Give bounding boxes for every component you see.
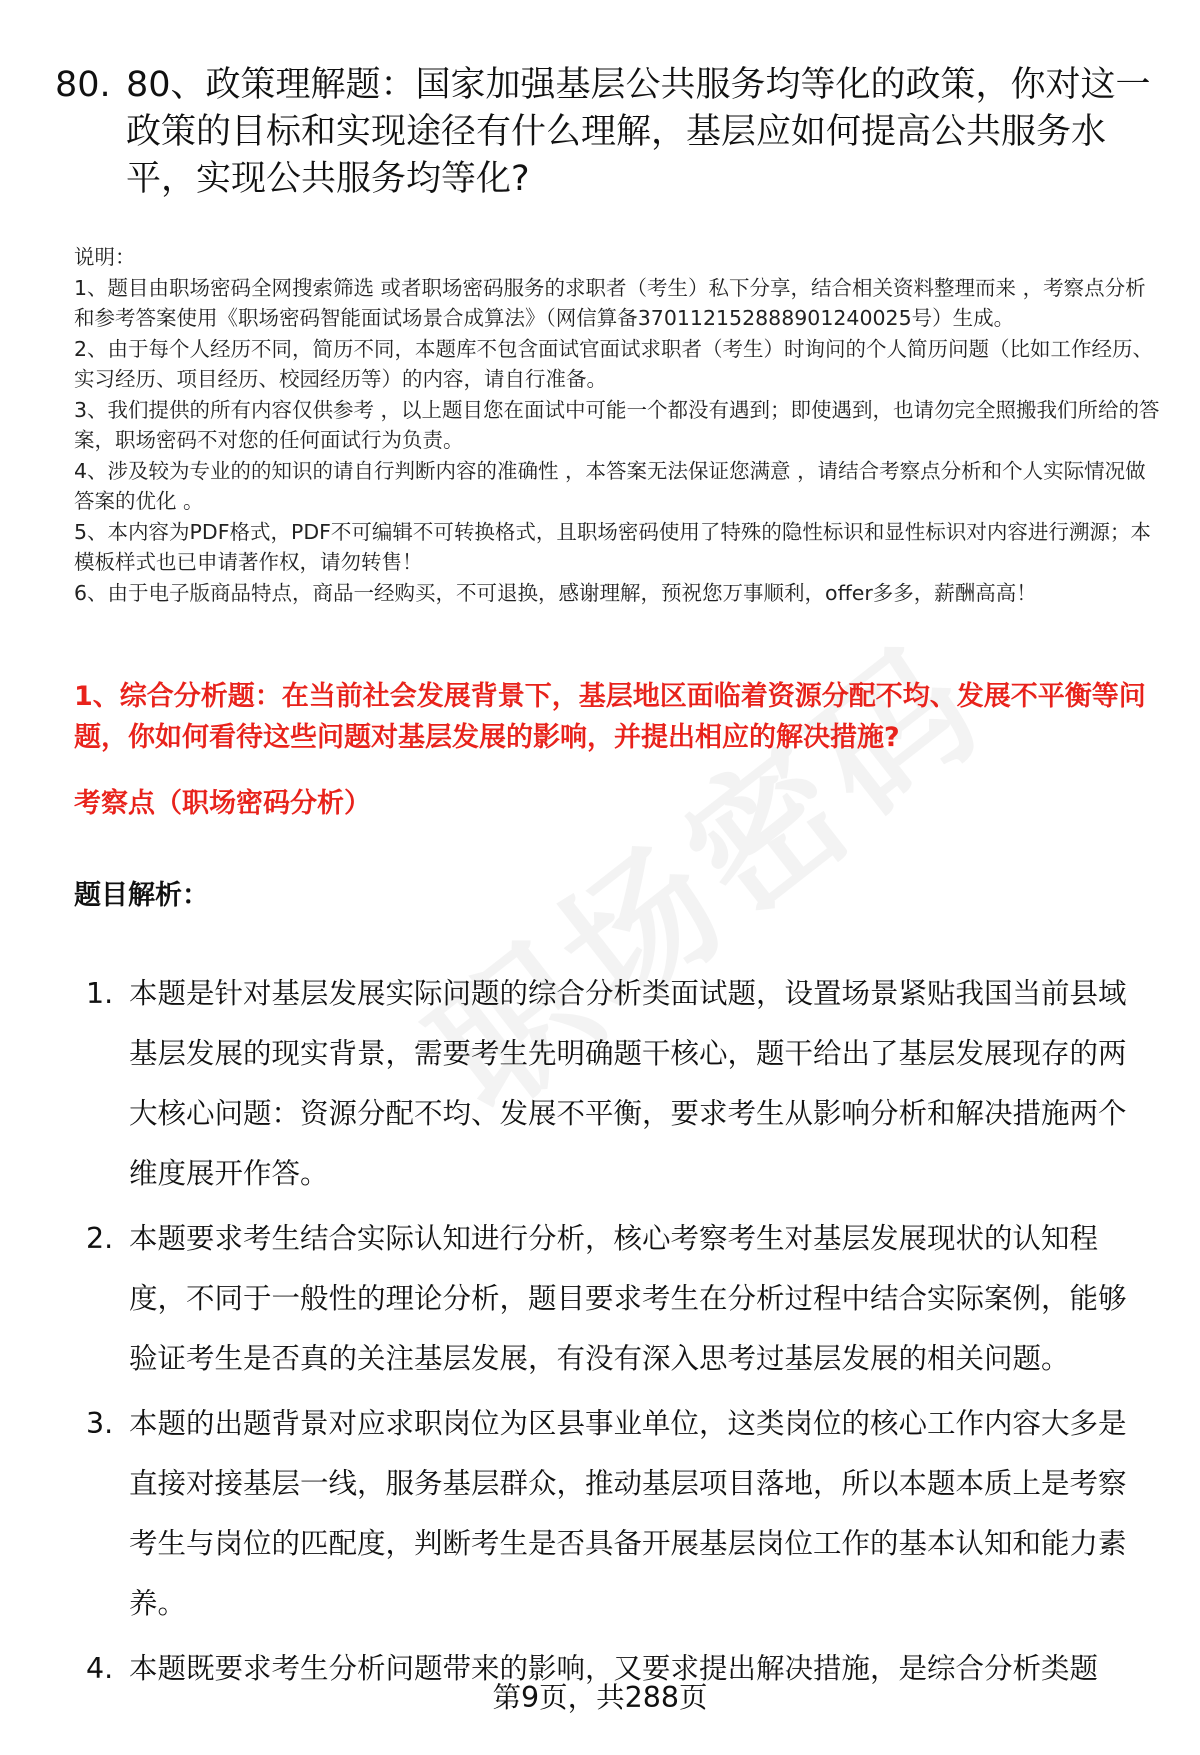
analysis-item-number: 2. bbox=[86, 1222, 114, 1255]
note-item: 4、涉及较为专业的的知识的请自行判断内容的准确性 ，本答案无法保证您满意 ，请结合考察点分析和个人实际情况做答案的优化 。 bbox=[74, 458, 1146, 513]
note-item: 2、由于每个人经历不同，简历不同，本题库不包含面试官面试求职者（考生）时询问的个人简历问题（比如工作经历、实习经历、项目经历、校园经历等）的内容，请自行准备。 bbox=[74, 336, 1154, 391]
analysis-item bbox=[74, 964, 1154, 1204]
exam-point-heading: 考察点（职场密码分析） bbox=[74, 788, 371, 819]
analysis-item-text: 本题既要求考生分析问题带来的影响，又要求提出解决措施，是综合分析类题 bbox=[129, 1652, 1099, 1685]
analysis-item-number: 3. bbox=[86, 1407, 114, 1440]
sub-question: 1、综合分析题：在当前社会发展背景下，基层地区面临着资源分配不均、发展不平衡等问题，你如何看待这些问题对基层发展的影响，并提出相应的解决措施? bbox=[74, 681, 1146, 753]
analysis-item-text: 本题是针对基层发展实际问题的综合分析类面试题，设置场景紧贴我国当前县域基层发展的现实背景，需要考生先明确题干核心，题干给出了基层发展现存的两大核心问题：资源分配不均、发展不平衡，要求考生从影响分析和解决措施两个维度展开作答。 bbox=[129, 977, 1127, 1190]
question-heading bbox=[55, 62, 1155, 203]
note-item: 5、本内容为PDF格式，PDF不可编辑不可转换格式，且职场密码使用了特殊的隐性标识和显性标识对内容进行溯源；本模板样式也已申请著作权，请勿转售！ bbox=[74, 519, 1151, 574]
note-item: 6、由于电子版商品特点，商品一经购买，不可退换，感谢理解，预祝您万事顺利，offer多多，薪酬高高！ bbox=[74, 580, 1037, 605]
analysis-item-text: 本题要求考生结合实际认知进行分析，核心考察考生对基层发展现状的认知程度，不同于一般性的理论分析，题目要求考生在分析过程中结合实际案例，能够验证考生是否真的关注基层发展，有没有深入思考过基层发展的相关问题。 bbox=[129, 1222, 1127, 1375]
note-item: 3、我们提供的所有内容仅供参考 ，以上题目您在面试中可能一个都没有遇到；即使遇到，也请勿完全照搬我们所给的答案，职场密码不对您的任何面试行为负责。 bbox=[74, 397, 1160, 452]
analysis-list bbox=[74, 964, 1154, 1704]
analysis-item-text: 本题的出题背景对应求职岗位为区县事业单位，这类岗位的核心工作内容大多是直接对接基层一线，服务基层群众，推动基层项目落地，所以本题本质上是考察考生与岗位的匹配度，判断考生是否具备开展基层岗位工作的基本认知和能力素养。 bbox=[129, 1407, 1127, 1620]
analysis-item bbox=[74, 1394, 1154, 1634]
notes-block bbox=[74, 242, 1164, 608]
analysis-heading: 题目解析： bbox=[74, 880, 209, 911]
analysis-item bbox=[74, 1209, 1154, 1389]
page-footer: 第9页，共288页 bbox=[492, 1681, 708, 1714]
analysis-item-number: 1. bbox=[86, 977, 114, 1010]
notes-title: 说明： bbox=[74, 245, 136, 269]
question-number: 80. bbox=[55, 65, 111, 105]
note-item: 1、题目由职场密码全网搜索筛选 或者职场密码服务的求职者（考生）私下分享，结合相关资料整理而来 ，考察点分析和参考答案使用《职场密码智能面试场景合成算法》（网信算备370112152888901240025号）生成。 bbox=[74, 275, 1146, 330]
question-text: 80、政策理解题：国家加强基层公共服务均等化的政策，你对这一政策的目标和实现途径有什么理解，基层应如何提高公共服务水平，实现公共服务均等化? bbox=[126, 65, 1151, 199]
analysis-item-number: 4. bbox=[86, 1652, 114, 1685]
